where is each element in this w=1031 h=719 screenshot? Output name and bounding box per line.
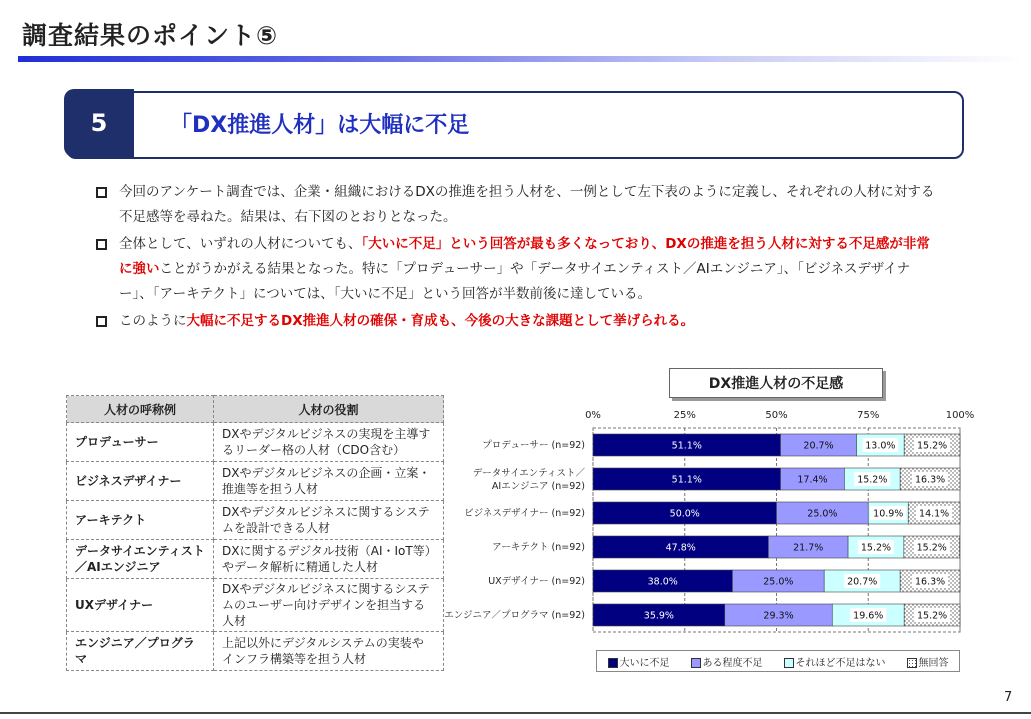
x-tick-label: 0% xyxy=(585,410,601,421)
footer-rule xyxy=(0,712,1031,714)
data-label: 25.0% xyxy=(807,508,838,520)
data-label: 20.7% xyxy=(803,440,834,452)
table-row xyxy=(67,579,444,632)
legend-label: 大いに不足 xyxy=(619,657,670,669)
role-name: アーキテクト xyxy=(67,501,214,540)
legend-label: それほど不足はない xyxy=(795,657,886,669)
data-label: 47.8% xyxy=(665,542,696,554)
data-label: 16.3% xyxy=(914,576,946,588)
section-title: 「DX推進人材」は大幅に不足 xyxy=(170,113,470,138)
data-label: 17.4% xyxy=(797,474,828,486)
bullet-text-plain: このように xyxy=(119,313,187,329)
legend-swatch xyxy=(907,658,917,668)
table-row xyxy=(67,462,444,501)
role-description: DXやデジタルビジネスに関するシステムのユーザー向けデザインを担当する人材 xyxy=(214,579,444,632)
bullet-text: 今回のアンケート調査では、企業・組織におけるDXの推進を担う人材を、一例として左下表のように定義し、それぞれの人材に対する不足感等を尋ねた。結果は、右下図のとおりとなった。 xyxy=(119,184,935,225)
table-row xyxy=(67,423,444,462)
square-bullet-icon xyxy=(96,187,107,198)
x-tick-label: 100% xyxy=(945,410,975,421)
category-label: ビジネスデザイナー (n=92) xyxy=(464,508,585,519)
role-description: DXやデジタルビジネスに関するシステムを設計できる人材 xyxy=(214,501,444,540)
stacked-bar-chart xyxy=(440,400,990,648)
chart-legend xyxy=(596,650,960,672)
square-bullet-icon xyxy=(96,239,107,250)
legend-swatch xyxy=(784,658,794,668)
role-name: プロデューサー xyxy=(67,423,214,462)
data-label: 25.0% xyxy=(763,576,794,588)
role-name: エンジニア／プログラマ xyxy=(67,632,214,671)
x-tick-label: 25% xyxy=(673,410,696,421)
data-label: 51.1% xyxy=(671,440,702,452)
bullet-list xyxy=(96,180,936,336)
table-row xyxy=(67,540,444,579)
role-name: データサイエンティスト／AIエンジニア xyxy=(67,540,214,579)
role-name: ビジネスデザイナー xyxy=(67,462,214,501)
table-header: 人材の役割 xyxy=(214,396,444,423)
data-label: 14.1% xyxy=(919,508,950,520)
chart-title: DX推進人材の不足感 xyxy=(669,368,883,398)
page-title: 調査結果のポイント⑤ xyxy=(22,21,279,50)
data-label: 15.2% xyxy=(860,542,892,554)
data-label: 20.7% xyxy=(847,576,878,588)
legend-item xyxy=(784,654,886,669)
bullet-text-emphasis: 大幅に不足するDX推進人材の確保・育成も、今後の大きな課題として挙げられる。 xyxy=(186,313,695,329)
data-label: 10.9% xyxy=(873,508,904,520)
bullet-text xyxy=(119,232,936,307)
legend-swatch xyxy=(608,658,618,668)
page-number: 7 xyxy=(1004,690,1013,705)
role-description: DXやデジタルビジネスの企画・立案・推進等を担う人材 xyxy=(214,462,444,501)
data-label: 16.3% xyxy=(914,474,946,486)
category-label: アーキテクト (n=92) xyxy=(492,542,585,553)
roles-table xyxy=(66,395,444,671)
data-label: 50.0% xyxy=(669,508,700,520)
data-label: 35.9% xyxy=(643,610,674,622)
legend-item xyxy=(608,654,670,669)
bullet-text xyxy=(119,309,936,334)
role-description: DXやデジタルビジネスの実現を主導するリーダー格の人材（CDO含む） xyxy=(214,423,444,462)
bullet-text-emphasis: 「大いに不足」という回答が最も多くなっており、DXの推進を担う人材に対する不足感が非常に強い xyxy=(119,236,930,277)
category-label: エンジニア／プログラマ (n=92) xyxy=(444,610,585,621)
data-label: 29.3% xyxy=(763,610,794,622)
legend-item xyxy=(691,654,763,669)
bullet-item xyxy=(96,180,936,230)
table-row xyxy=(67,632,444,671)
square-bullet-icon xyxy=(96,316,107,327)
data-label: 21.7% xyxy=(793,542,824,554)
category-label: UXデザイナー (n=92) xyxy=(488,576,585,587)
table-header: 人材の呼称例 xyxy=(67,396,214,423)
table-row xyxy=(67,501,444,540)
legend-label: 無回答 xyxy=(918,657,949,669)
bullet-text-plain: 全体として、いずれの人材についても、 xyxy=(119,236,362,252)
title-underline xyxy=(18,56,1023,62)
data-label: 15.2% xyxy=(857,474,888,486)
data-label: 38.0% xyxy=(647,576,678,588)
bullet-item xyxy=(96,309,936,334)
data-label: 15.2% xyxy=(917,610,948,622)
category-label: データサイエンティスト／ AIエンジニア (n=92) xyxy=(472,468,585,492)
data-label: 15.2% xyxy=(917,440,948,452)
data-label: 15.2% xyxy=(916,542,947,554)
x-tick-label: 75% xyxy=(857,410,880,421)
role-description: 上記以外にデジタルシステムの実装やインフラ構築等を担う人材 xyxy=(214,632,444,671)
data-label: 19.6% xyxy=(853,610,884,622)
data-label: 51.1% xyxy=(671,474,702,486)
x-tick-label: 50% xyxy=(765,410,788,421)
bullet-item xyxy=(96,232,936,307)
legend-swatch xyxy=(691,658,701,668)
section-number: 5 xyxy=(64,89,134,157)
legend-label: ある程度不足 xyxy=(702,657,763,669)
role-name: UXデザイナー xyxy=(67,579,214,632)
bullet-text-plain: ことがうかがえる結果となった。特に「プロデューサー」や「データサイエンティスト／AIエンジニア」、「ビジネスデザイナー」、「アーキテクト」については、「大いに不足」という回答が半数前後に達している。 xyxy=(119,261,911,302)
role-description: DXに関するデジタル技術（AI・IoT等）やデータ解析に精通した人材 xyxy=(214,540,444,579)
legend-item xyxy=(907,654,949,669)
category-label: プロデューサー (n=92) xyxy=(482,440,585,451)
data-label: 13.0% xyxy=(865,440,896,452)
